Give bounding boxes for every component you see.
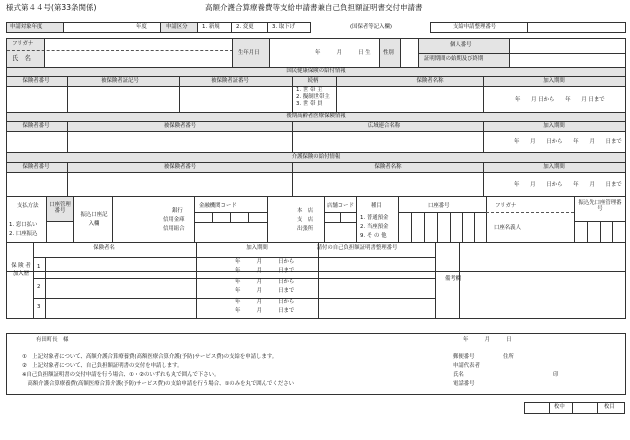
care-insurer-name-label: 保険者名称 <box>374 164 402 170</box>
total-pages-input[interactable] <box>524 402 550 414</box>
total-pages-label-cell <box>549 402 573 414</box>
branch-code-input[interactable] <box>325 213 355 222</box>
page-no-label: 枚目 <box>604 404 615 410</box>
cert-period-label: 証明期間の始期及び終期 <box>424 56 484 62</box>
kind-label: 種目 <box>371 203 382 209</box>
applicant-type-label: 申請代表者 <box>453 363 480 369</box>
account-no-input[interactable] <box>399 213 486 241</box>
nhi-cont-option-1[interactable]: 1. 世 帯 主 <box>296 87 323 93</box>
bank-code-label: 金融機関コード <box>199 203 237 209</box>
kind-current[interactable]: 2. 当座預金 <box>360 224 389 230</box>
member-row-2-to[interactable]: 年 月 日まで <box>235 288 295 294</box>
bank-method-label: 支払方法 <box>17 203 39 209</box>
care-period-input[interactable]: 年 月 日から 年 月 日まで <box>514 182 622 188</box>
care-insurer-name-input[interactable] <box>293 173 482 195</box>
category-label: 申請区分 <box>166 24 188 30</box>
care-header: 介護保険の給付情報 <box>291 154 341 160</box>
year-unit: 年度 <box>136 24 147 30</box>
holder-name-input[interactable] <box>520 213 573 241</box>
gender-label: 性別 <box>383 50 394 56</box>
nhi-number-input[interactable] <box>180 87 291 111</box>
category-label-cell <box>160 22 198 33</box>
declaration-line-2: ② 上記対象者について、自己負担額証明書の交付を申請します。 <box>22 363 183 369</box>
elder-insurer-no-input[interactable] <box>8 132 66 151</box>
nhi-insurer-no-label: 保険者番号 <box>22 78 50 84</box>
address-label: 住所 <box>503 354 514 360</box>
nhi-continuation-label: 続柄 <box>307 78 319 84</box>
applicant-name-input[interactable] <box>46 40 231 66</box>
elder-union-name-label: 広域連合名称 <box>367 123 401 129</box>
target-year-label-cell <box>6 22 64 33</box>
bank-method-window[interactable]: 1. 窓口払い <box>9 222 38 228</box>
furigana-label: フリガナ <box>12 41 34 47</box>
application-date-input[interactable]: 年 月 日 <box>463 337 512 343</box>
nhi-insurer-name-label: 保険者名称 <box>416 78 444 84</box>
account-no-label: 口座番号 <box>428 203 450 209</box>
bank-method-transfer[interactable]: 2. 口座振込 <box>9 231 38 237</box>
seal-mark: 印 <box>553 372 559 378</box>
branch-type-main: 本 店 <box>297 208 314 214</box>
option-withdraw[interactable] <box>267 22 311 33</box>
remarks-label: 備考欄 <box>445 276 462 282</box>
transfer-mgmt-no-label: 振込先口座管理番号 <box>578 200 622 212</box>
members-frame <box>6 242 626 319</box>
option-change-label: 2. 変更 <box>236 24 254 30</box>
nhi-period-label: 加入期間 <box>543 78 565 84</box>
nhi-insurer-no-input[interactable] <box>8 87 66 111</box>
personal-no-input[interactable] <box>510 40 625 52</box>
declaration-line-3: ※自己負担額証明書の交付申請を行う場合、①・②のいずれも丸で囲んで下さい。 <box>22 372 220 378</box>
bank-transfer-label: 振込口座記入欄 <box>80 212 108 227</box>
nhi-number-label: 被保険者証番号 <box>211 78 249 84</box>
branch-type-office: 出張所 <box>297 226 314 232</box>
nhi-cont-option-3[interactable]: 3. 世 帯 員 <box>296 101 323 107</box>
elder-period-input[interactable]: 年 月 日から 年 月 日まで <box>514 139 622 145</box>
cert-period-input[interactable] <box>510 54 625 66</box>
nhi-cont-option-2[interactable]: 2. 擬制世帯主 <box>296 94 330 100</box>
page-no-input[interactable] <box>572 402 598 414</box>
kind-other[interactable]: 9. そ の 他 <box>360 233 387 239</box>
payment-no-label: 支給申請整理番号 <box>453 24 497 30</box>
page-no-label-cell <box>597 402 625 414</box>
holder-furigana-label: フリガナ <box>495 203 517 209</box>
name-label: 氏 名 <box>12 55 31 62</box>
birth-date-input[interactable]: 年 月 日 生 <box>315 50 371 56</box>
branch-code-label: 店舗コード <box>327 203 354 209</box>
personal-no-label: 個人番号 <box>450 42 472 48</box>
member-row-3-no: 3 <box>37 304 41 310</box>
branch-type-branch: 支 店 <box>297 217 314 223</box>
bank-manage-no-label: 口座管理番号 <box>49 202 71 214</box>
care-period-label: 加入期間 <box>543 164 565 170</box>
member-row-3-from[interactable]: 年 月 日から <box>235 299 295 305</box>
nhi-period-input[interactable]: 年 月 日から 年 月 日まで <box>515 97 605 103</box>
nhi-insurer-name-input[interactable] <box>337 87 482 111</box>
form-title: 高額介護合算療養費等支給申請書兼自己負担額証明書交付申請書 <box>205 3 423 12</box>
insurer-accept-label: (国保者等記入欄) <box>350 24 392 30</box>
holder-label: 口座名義人 <box>494 225 521 231</box>
members-group-label: 保 険 者加入歴 <box>11 263 31 278</box>
member-row-1-to[interactable]: 年 月 日まで <box>235 268 295 274</box>
declaration-line-4: 高額介護合算療養費(高額医療合算介護(予防)サービス費)の支給申請を行う場合、①のみを丸で囲んでください <box>22 381 294 387</box>
care-insurer-no-input[interactable] <box>8 173 66 195</box>
option-change[interactable] <box>231 22 268 33</box>
elder-header: 後期高齢者医療保険情報 <box>286 113 346 119</box>
bank-type-bank: 銀行 <box>172 208 183 214</box>
form-number: 様式第４４号(第33条関係) <box>6 3 97 12</box>
option-new[interactable] <box>197 22 232 33</box>
person-name-label: 氏名 <box>453 372 464 378</box>
declaration-line-1: ① 上記対象者について、高額介護合算療養費(高額医療合算介護(予防)サービス費)の支給を申請します。 <box>22 354 278 360</box>
elder-period-label: 加入期間 <box>543 123 565 129</box>
kind-ordinary[interactable]: 1. 普通預金 <box>360 215 389 221</box>
option-new-label: 1. 新規 <box>202 24 220 30</box>
elder-ins-number-label: 被保険者番号 <box>163 123 197 129</box>
member-row-1-from[interactable]: 年 月 日から <box>235 259 295 265</box>
total-pages-label: 枚中 <box>554 404 565 410</box>
member-row-1-no: 1 <box>37 264 41 270</box>
care-ins-number-label: 被保険者番号 <box>163 164 197 170</box>
members-col-period: 加入期間 <box>246 245 268 251</box>
care-insurer-no-label: 保険者番号 <box>22 164 50 170</box>
nhi-header: 国民健康保険の給付情報 <box>286 68 346 74</box>
care-ins-number-input[interactable] <box>68 173 291 195</box>
members-col-cert: 請付の自己負担額証明書整理番号 <box>316 245 398 251</box>
elder-ins-number-input[interactable] <box>68 132 291 151</box>
bank-type-shinkin: 信用金庫 <box>163 217 185 223</box>
nhi-symbol-input[interactable] <box>68 87 178 111</box>
bank-type-kumiai: 信用組合 <box>163 226 185 232</box>
payment-no-cell[interactable] <box>430 22 626 33</box>
target-year-input[interactable] <box>63 22 161 33</box>
phone-label: 電話番号 <box>453 381 475 387</box>
elder-insurer-no-label: 保険者番号 <box>22 123 50 129</box>
member-row-2-from[interactable]: 年 月 日から <box>235 279 295 285</box>
option-withdraw-label: 3. 取下げ <box>272 24 296 30</box>
nhi-symbol-label: 被保険者証記号 <box>101 78 139 84</box>
member-row-3-to[interactable]: 年 月 日まで <box>235 308 295 314</box>
postal-label: 郵便番号 <box>453 354 475 360</box>
members-col-insurer: 保険者名 <box>93 245 115 251</box>
applicant-info-input[interactable] <box>520 352 620 390</box>
birth-label: 生年月日 <box>238 50 260 56</box>
elder-union-name-input[interactable] <box>293 132 482 151</box>
mayor-addressee: 有田町長 様 <box>36 337 69 343</box>
member-row-2-no: 2 <box>37 284 41 290</box>
target-year-label: 申請対象年度 <box>10 24 43 30</box>
